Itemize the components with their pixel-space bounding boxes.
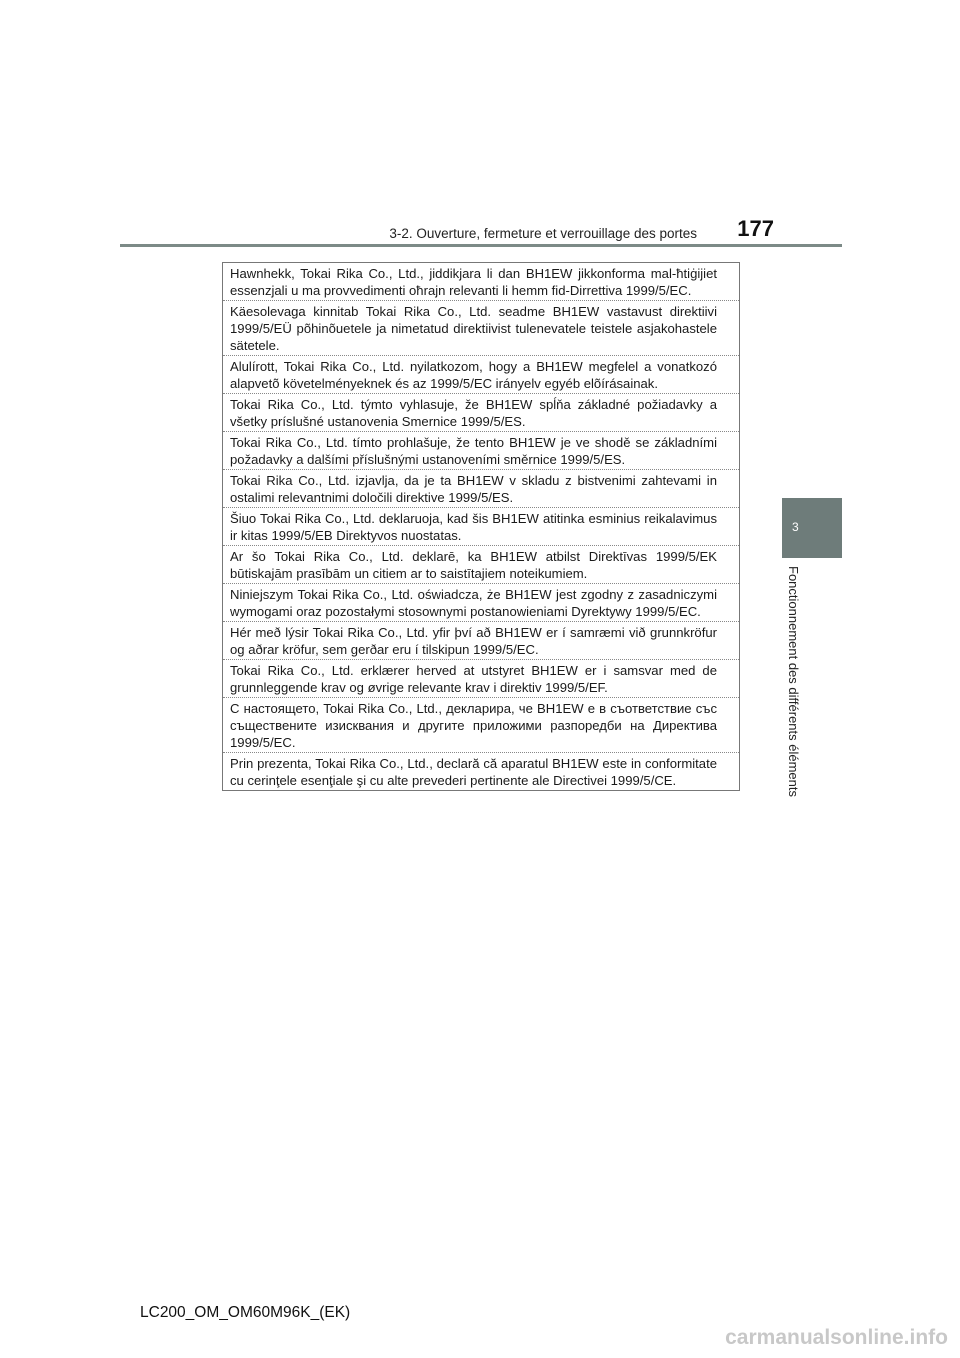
declaration-czech: Tokai Rika Co., Ltd. tímto prohlašuje, že tento BH1EW je ve shodě se základními požadavky a dalšími příslušnými ustanoveními směrnice 1999/5/ES.	[223, 432, 739, 470]
page-number: 177	[737, 216, 774, 241]
chapter-tab	[782, 498, 842, 558]
declarations-table	[222, 262, 740, 791]
declaration-slovak: Tokai Rika Co., Ltd. týmto vyhlasuje, že BH1EW spĺňa základné požiadavky a všetky príslušné ustanovenia Smernice 1999/5/ES.	[223, 394, 739, 432]
declaration-hungarian: Alulírott, Tokai Rika Co., Ltd. nyilatkozom, hogy a BH1EW megfelel a vonatkozó alapvetõ követelményeknek és az 1999/5/EC irányelv egyéb elõírásainak.	[223, 356, 739, 394]
declaration-norwegian: Tokai Rika Co., Ltd. erklærer herved at utstyret BH1EW er i samsvar med de grunnleggende krav og øvrige relevante krav i direktiv 1999/5/EF.	[223, 660, 739, 698]
declaration-bulgarian: С настоящето, Tokai Rika Co., Ltd., декларира, че BH1EW е в съответствие със съществените изисквания и другите приложими разпоредби на Директива 1999/5/EC.	[223, 698, 739, 753]
declaration-lithuanian: Šiuo Tokai Rika Co., Ltd. deklaruoja, kad šis BH1EW atitinka esminius reikalavimus ir kitas 1999/5/EB Direktyvos nuostatas.	[223, 508, 739, 546]
chapter-number: 3	[792, 520, 799, 534]
declaration-maltese: Hawnhekk, Tokai Rika Co., Ltd., jiddikjara li dan BH1EW jikkonforma mal-ħtiġijiet essenzjali u ma provvedimenti oħrajn relevanti li hemm fid-Dirrettiva 1999/5/EC.	[223, 263, 739, 301]
declaration-polish: Niniejszym Tokai Rika Co., Ltd. oświadcza, że BH1EW jest zgodny z zasadniczymi wymogami oraz pozostałymi stosownymi postanowieniami Dyrektywy 1999/5/EC.	[223, 584, 739, 622]
document-code: LC200_OM_OM60M96K_(EK)	[140, 1304, 351, 1321]
declaration-estonian: Käesolevaga kinnitab Tokai Rika Co., Ltd. seadme BH1EW vastavust direktiivi 1999/5/EÜ põhinõuetele ja nimetatud direktiivist tulenevatele teistele asjakohastele sätetele.	[223, 301, 739, 356]
watermark: carmanualsonline.info	[725, 1326, 948, 1349]
chapter-title: Fonctionnement des différents éléments	[786, 566, 801, 798]
declaration-icelandic: Hér með lýsir Tokai Rika Co., Ltd. yfir því að BH1EW er í samræmi við grunnkröfur og aðrar kröfur, sem gerðar eru í tilskipun 1999/5/EC.	[223, 622, 739, 660]
declaration-slovenian: Tokai Rika Co., Ltd. izjavlja, da je ta BH1EW v skladu z bistvenimi zahtevami in ostalimi relevantnimi določili direktive 1999/5/ES.	[223, 470, 739, 508]
header-rule	[120, 244, 842, 247]
section-title: 3-2. Ouverture, fermeture et verrouillage des portes	[389, 226, 697, 241]
page-header	[120, 214, 842, 250]
declaration-latvian: Ar šo Tokai Rika Co., Ltd. deklarē, ka BH1EW atbilst Direktīvas 1999/5/EK būtiskajām prasībām un citiem ar to saistītajiem noteikumiem.	[223, 546, 739, 584]
declaration-romanian: Prin prezenta, Tokai Rika Co., Ltd., declară că aparatul BH1EW este in conformitate cu cerinţele esenţiale şi cu alte prevederi pertinente ale Directivei 1999/5/CE.	[230, 756, 717, 788]
